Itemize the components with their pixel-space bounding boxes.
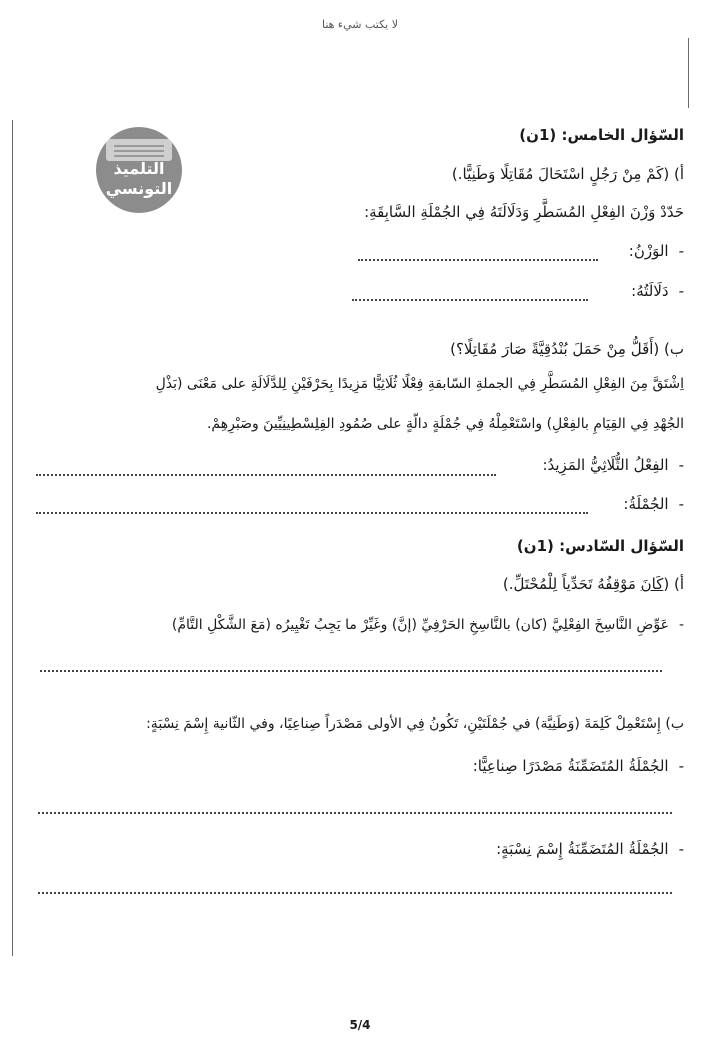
q6-b-item-industrial-noun: -الجُمْلَةُ المُتَضَمِّنَةُ مَصْدَرًا صِناعِيًّا: [472, 757, 684, 775]
question-6-title: السّؤال السّادس: (1ن) [516, 537, 684, 555]
q5-b-item-verb: -الفِعْلُ الثُّلَاثِيُّ المَزِيدُ: [542, 456, 684, 474]
q6-b-instruction: ب) إِسْتَعْمِلْ كَلِمَةَ (وَطَنِيَّة) في جُمْلَتَيْنِ، تَكُونُ فِي الأولى مَصْدَراً صِناعِيًا، وفي الثّانية إِسْمَ نِسْبَةٍ: [146, 716, 684, 732]
q6-a-answer-line[interactable] [40, 670, 662, 672]
q6-b-item-relative-noun: -الجُمْلَةُ المُتَضَمِّنَةُ إِسْمَ نِسْبَةٍ: [496, 840, 684, 858]
q5-b-instruction-line1: اِشْتَقَّ مِنَ الفِعْلِ المُسَطَّرِ فِي الجملةِ السّابقةِ فِعْلًا ثُلَاثِيًّا مَزِيدًا بِحَرْفَيْنِ لِلدَّلَالَةِ على مَعْنَى (بَذْلِ [155, 376, 684, 392]
q5-a-answer-line-meaning[interactable] [352, 299, 588, 301]
right-margin-line [688, 38, 689, 108]
q5-b-instruction-line2: الجُهْدِ فِي القِيَامِ بالفِعْلِ) واسْتَعْمِلْهُ فِي جُمْلَةٍ دالّةٍ على صُمُودِ الفِلِسْطِينِيِّينَ وصَبْرِهِمْ. [206, 416, 684, 432]
q5-b-sentence: ب) (أَقَلُّ مِنْ حَمَلَ بُنْدُقِيَّةً صَارَ مُقَاتِلًا؟) [450, 340, 684, 358]
left-margin-line [12, 120, 13, 956]
underlined-word: كَانَ [640, 575, 664, 593]
header-note: لا يكتب شيء هنا [321, 18, 399, 31]
logo-text-line2: التونسي [105, 179, 173, 198]
q6-a-sentence: أ) (كَانَ مَوْقِفُهُ تَحَدِّياً لِلْمُحْتَلِّ.) [502, 575, 684, 593]
q5-a-item-weight: -الوَزْنُ: [628, 242, 684, 260]
q6-b-answer-line-industrial-noun[interactable] [38, 812, 672, 814]
q5-a-answer-line-weight[interactable] [358, 259, 598, 261]
q5-b-answer-line-sentence[interactable] [36, 512, 588, 514]
q5-a-item-meaning: -دَلَالَتُهُ: [631, 282, 684, 300]
q5-a-instruction: حَدّدْ وَزْنَ الفِعْلِ المُسَطَّرِ وَدَلَالَتَهُ فِي الجُمْلَةِ السَّابِقَةِ: [364, 203, 684, 221]
q6-b-answer-line-relative-noun[interactable] [38, 892, 672, 894]
page-number: 5/4 [349, 1018, 371, 1032]
q6-a-instruction: -عَوِّضِ النَّاسِخَ الفِعْلِيَّ (كان) بالنَّاسِخِ الحَرْفِيِّ (إنَّ) وغَيِّرْ ما يَجِبُ تَغْيِيرُه (مَعَ الشَّكْلِ التَّامِّ) [171, 617, 684, 633]
logo-text-line1: التلميذ [113, 159, 165, 178]
question-5-title: السّؤال الخامس: (1ن) [519, 126, 684, 144]
q5-b-answer-line-verb[interactable] [36, 474, 496, 476]
q5-a-sentence: أ) (كَمْ مِنْ رَجُلٍ اسْتَحَالَ مُقَاتِلًا وَطَنِيًّا.) [451, 165, 684, 183]
q5-b-item-sentence: -الجُمْلَةُ: [623, 495, 684, 513]
